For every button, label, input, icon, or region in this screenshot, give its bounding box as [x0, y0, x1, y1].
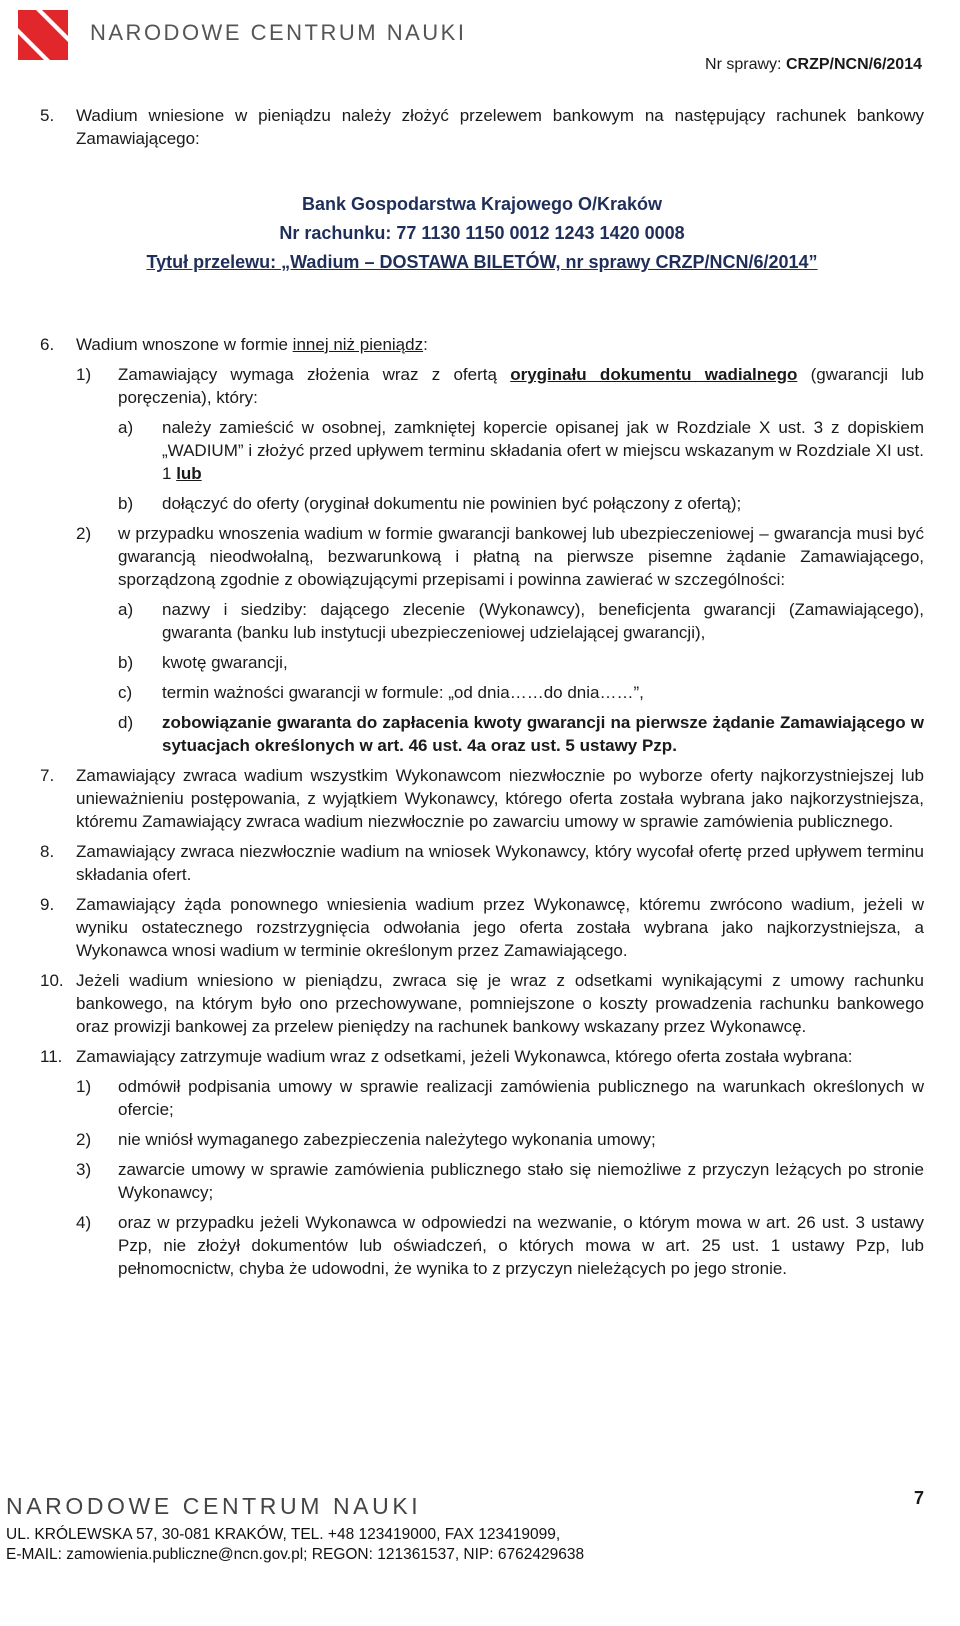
item-number: 5.: [40, 106, 55, 125]
section-11-2-text: nie wniósł wymaganego zabezpieczenia należytego wykonania umowy;: [118, 1130, 656, 1149]
section-5: [40, 104, 924, 150]
section-6-intro-underlined: innej niż pieniądz: [292, 335, 424, 354]
page-number: 7: [913, 1488, 924, 1508]
section-6-1-bold: oryginału dokumentu wadialnego: [510, 365, 798, 384]
section-10: [40, 969, 924, 1038]
section-6-2-b: [118, 651, 924, 674]
section-9-text: Zamawiający żąda ponownego wniesienia wadium przez Wykonawcę, któremu zwrócono wadium, jeżeli w wyniku ostatecznego rozstrzygnięcia odwołania jego oferta została wybrana jako najkorzystniejsza, a Wykonawca wnosi wadium w terminie określonym przez Zamawiającego.: [76, 895, 924, 960]
item-number: 10.: [40, 971, 64, 990]
section-11-1-text: odmówił podpisania umowy w sprawie realizacji zamówienia publicznego na warunkach określonych w ofercie;: [118, 1077, 924, 1119]
item-number: 7.: [40, 766, 55, 785]
section-6-2-c-text: termin ważności gwarancji w formule: „od dnia……do dnia……”,: [162, 683, 644, 702]
letter-number: d): [118, 713, 134, 732]
footer-address: UL. KRÓLEWSKA 57, 30-081 KRAKÓW, TEL. +48 123419000, FAX 123419099,: [6, 1526, 561, 1543]
section-11-text: Zamawiający zatrzymuje wadium wraz z odsetkami, jeżeli Wykonawca, którego oferta została wybrana:: [76, 1047, 853, 1066]
case-number: [705, 56, 922, 74]
sub-number: 2): [76, 1130, 92, 1149]
section-7: [40, 764, 924, 833]
letter-number: c): [118, 683, 133, 702]
footer-brand: NARODOWE CENTRUM NAUKI: [6, 1493, 422, 1519]
section-6-2-c: [118, 681, 924, 704]
item-number: 9.: [40, 895, 55, 914]
case-label: Nr sprawy:: [705, 56, 782, 73]
letter-number: b): [118, 653, 134, 672]
section-11-3-text: zawarcie umowy w sprawie zamówienia publicznego stało się niemożliwe z przyczyn leżących po stronie Wykonawcy;: [118, 1160, 924, 1202]
section-8: [40, 840, 924, 886]
transfer-title: Tytuł przelewu: „Wadium – DOSTAWA BILETÓW, nr sprawy CRZP/NCN/6/2014”: [146, 252, 818, 272]
section-11-2: [76, 1128, 924, 1151]
section-6-1-b: [118, 492, 924, 515]
section-8-text: Zamawiający zwraca niezwłocznie wadium na wniosek Wykonawcy, który wycofał ofertę przed upływem terminu składania ofert.: [76, 842, 924, 884]
section-6-intro: Wadium wnoszone w formie: [76, 335, 293, 354]
document-body: [40, 104, 924, 1287]
section-6-2-d-text: zobowiązanie gwaranta do zapłacenia kwoty gwarancji na pierwsze żądanie Zamawiającego w sytuacjach określonych w art. 46 ust. 4a oraz ust. 5 ustawy Pzp.: [162, 713, 924, 755]
sub-number: 2): [76, 524, 92, 543]
section-11-3: [76, 1158, 924, 1204]
letter-number: a): [118, 418, 134, 437]
sub-number: 3): [76, 1160, 92, 1179]
section-6-1-a-lub: lub: [176, 464, 202, 483]
section-6-1: [76, 363, 924, 515]
section-6-2: [76, 522, 924, 757]
ncn-logo-icon: [18, 10, 68, 60]
section-11-4-text: oraz w przypadku jeżeli Wykonawca w odpowiedzi na wezwanie, o którym mowa w art. 26 ust. 3 ustawy Pzp, nie złożył dokumentów lub oświadczeń, o których mowa w art. 25 ust. 1 ustawy Pzp, lub pełnomocnictw, chyba że udowodni, że wynika to z przyczyn nieleżących po jego stronie.: [118, 1213, 924, 1278]
section-6-1-text: Zamawiający wymaga złożenia wraz z ofertą: [118, 365, 511, 384]
section-9: [40, 893, 924, 962]
section-11-1: [76, 1075, 924, 1121]
section-6-2-a: [118, 598, 924, 644]
section-6-1-b-text: dołączyć do oferty (oryginał dokumentu nie powinien być połączony z ofertą);: [162, 494, 742, 513]
letter-number: b): [118, 494, 134, 513]
section-6-1-a-text: należy zamieścić w osobnej, zamkniętej kopercie opisanej jak w Rozdziale X ust. 3 z dopiskiem „WADIUM” i złożyć przed upływem terminu składania ofert w miejscu wskazanym w Rozdziale XI ust. 1: [162, 418, 924, 483]
bank-details: [40, 190, 924, 277]
section-6-1-text-end: (gwarancji lub poręczenia), który:: [118, 365, 924, 407]
case-value: CRZP/NCN/6/2014: [785, 56, 922, 73]
sub-number: 1): [76, 365, 92, 384]
section-10-text: Jeżeli wadium wniesiono w pieniądzu, zwraca się je wraz z odsetkami wynikającymi z umowy rachunku bankowego, na którym było ono przechowywane, pomniejszone o koszty prowadzenia rachunku bankowego oraz prowizji bankowej za przelew pieniędzy na rachunek bankowy wskazany przez Wykonawcę.: [76, 971, 924, 1036]
footer-contact: E-MAIL: zamowienia.publiczne@ncn.gov.pl; REGON: 121361537, NIP: 6762429638: [6, 1546, 585, 1563]
item-number: 6.: [40, 335, 55, 354]
section-11: [40, 1045, 924, 1280]
section-6-2-a-text: nazwy i siedziby: dającego zlecenie (Wykonawcy), beneficjenta gwarancji (Zamawiającego), gwaranta (banku lub instytucji ubezpieczeniowej udzielającej gwarancji),: [162, 600, 924, 642]
section-6-2-text: w przypadku wnoszenia wadium w formie gwarancji bankowej lub ubezpieczeniowej – gwarancja musi być gwarancją nieodwołalną, bezwarunkową i płatną na pierwsze pisemne żądanie Zamawiającego, sporządzoną zgodnie z obowiązującymi przepisami i powinna zawierać w szczególności:: [118, 524, 924, 589]
footer-address-block: [6, 1525, 584, 1565]
sub-number: 4): [76, 1213, 92, 1232]
account-number: Nr rachunku: 77 1130 1150 0012 1243 1420 0008: [279, 223, 685, 243]
section-6-intro-end: :: [423, 335, 428, 354]
header-brand: NARODOWE CENTRUM NAUKI: [90, 20, 467, 45]
section-11-4: [76, 1211, 924, 1280]
item-number: 8.: [40, 842, 55, 861]
section-6: [40, 333, 924, 757]
bank-name: Bank Gospodarstwa Krajowego O/Kraków: [301, 194, 663, 214]
section-6-2-d: [118, 711, 924, 757]
section-7-text: Zamawiający zwraca wadium wszystkim Wykonawcom niezwłocznie po wyborze oferty najkorzystniejszej lub unieważnieniu postępowania, z wyjątkiem Wykonawcy, którego oferta została wybrana jako najkorzystniejsza, któremu Zamawiający zwraca wadium niezwłocznie po zawarciu umowy w sprawie zamówienia publicznego.: [76, 766, 924, 831]
section-6-1-a: [118, 416, 924, 485]
section-5-text: Wadium wniesione w pieniądzu należy złożyć przelewem bankowym na następujący rachunek bankowy Zamawiającego:: [76, 106, 924, 148]
item-number: 11.: [40, 1047, 63, 1066]
sub-number: 1): [76, 1077, 92, 1096]
section-6-2-b-text: kwotę gwarancji,: [162, 653, 288, 672]
letter-number: a): [118, 600, 134, 619]
